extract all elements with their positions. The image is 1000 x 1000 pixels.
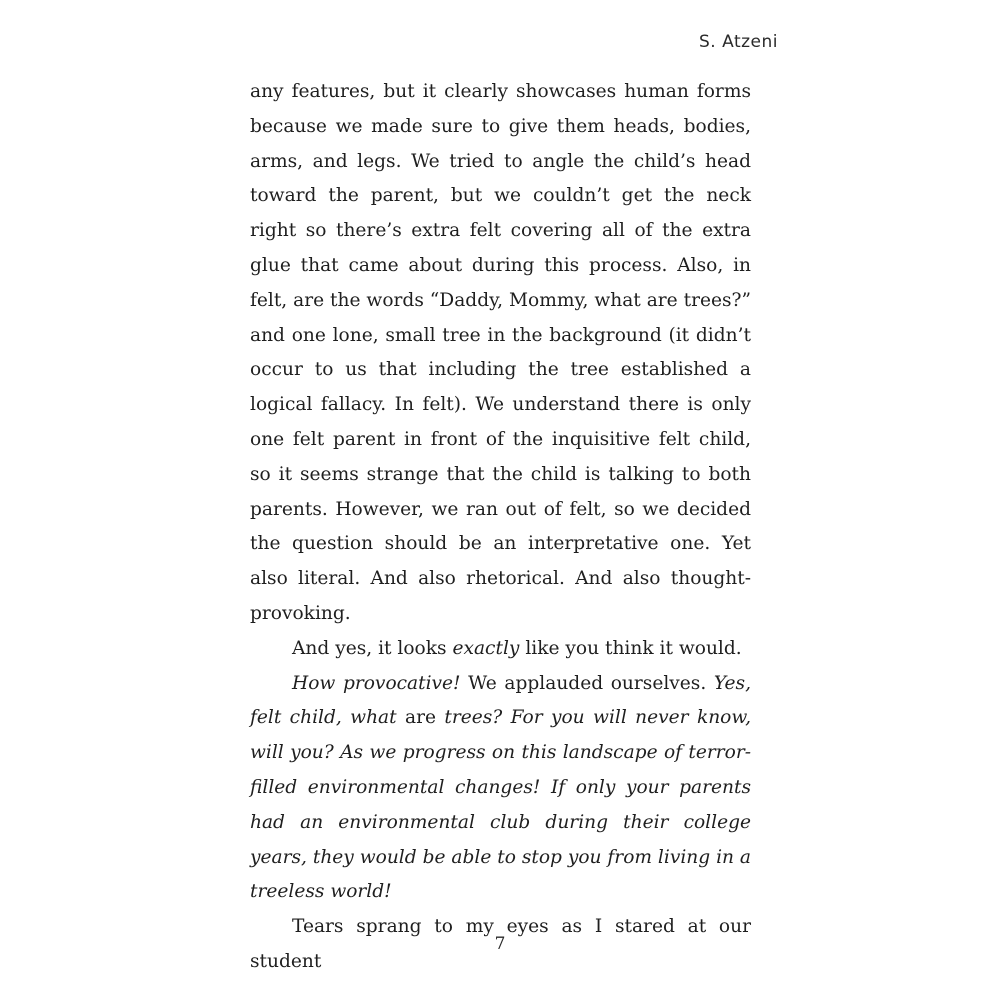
paragraph-3-roman-1: We applauded ourselves.: [460, 672, 714, 694]
paragraph-3-italic-3: trees? For you will never know, will you? As we progress on this landscape of terror-filled environmental changes! If only your parents had an environmental club during their college years, they would be able to stop you from living in a treeless world!: [250, 707, 751, 903]
running-head-author: S. Atzeni: [699, 32, 778, 52]
paragraph-3: [250, 667, 751, 911]
paragraph-3-italic-2: Yes, felt child, what: [250, 672, 751, 729]
paragraph-3-italic-1: How provocative!: [292, 672, 461, 694]
paragraph-3-roman-2: are: [396, 707, 445, 729]
paragraph-2-text-after: like you think it would.: [519, 637, 742, 659]
paragraph-2-text-before: And yes, it looks: [292, 637, 453, 659]
paragraph-4: Tears sprang to my eyes as I stared at our student: [250, 916, 751, 972]
body-text: [250, 75, 751, 980]
page-number: 7: [494, 934, 506, 954]
paragraph-1: any features, but it clearly showcases human forms because we made sure to give them heads, bodies, arms, and legs. We tried to angle the child’s head toward the parent, but we couldn’t get the neck right so there’s extra felt covering all of the extra glue that came about during this process. Also, in felt, are the words “Daddy, Mommy, what are trees?” and one lone, small tree in the background (it didn’t occur to us that including the tree established a logical fallacy. In felt). We understand there is only one felt parent in front of the inquisitive felt child, so it seems strange that the child is talking to both parents. However, we ran out of felt, so we decided the question should be an interpretative one. Yet also literal. And also rhetorical. And also thought-provoking.: [250, 81, 751, 624]
paragraph-2-italic: exactly: [452, 637, 520, 659]
paragraph-2: [250, 632, 751, 667]
